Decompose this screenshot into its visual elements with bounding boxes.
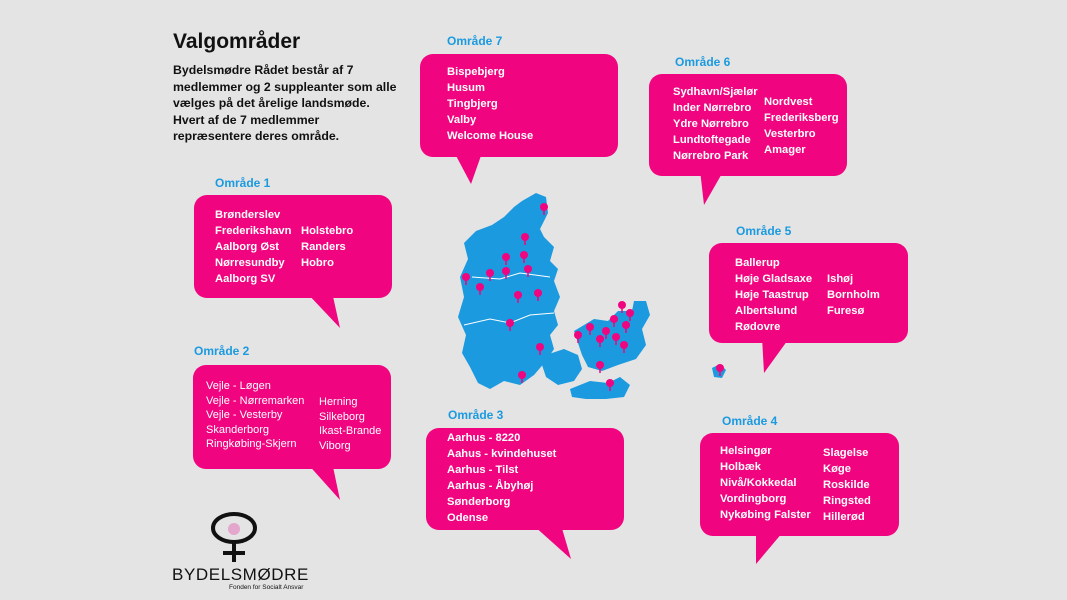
intro-line: Hvert af de 7 medlemmer: [173, 112, 320, 127]
area-4-list-1: [720, 443, 811, 523]
lolland-falster-shape: [570, 377, 630, 399]
logo-subtitle: Fonden for Socialt Ansvar: [229, 584, 304, 591]
area-6-bubble-tail: [692, 170, 732, 210]
place-name: Amager: [764, 144, 806, 156]
place-name: Ringsted: [823, 495, 871, 507]
area-4-list-2: [823, 445, 871, 525]
place-name: Nordvest: [764, 96, 813, 108]
place-name: Roskilde: [823, 479, 870, 491]
place-name: Vejle - Vesterby: [206, 409, 283, 421]
place-name: Hillerød: [823, 511, 865, 523]
area-2-bubble: [193, 365, 391, 469]
place-name: Nykøbing Falster: [720, 509, 811, 521]
place-name: Aarhus - Åbyhøj: [447, 480, 534, 492]
area-3-list: [447, 430, 556, 526]
area-2-label: Område 2: [194, 344, 250, 358]
place-name: Nørresundby: [215, 257, 285, 269]
map-pin-icon: [596, 361, 604, 373]
area-3-bubble: [426, 428, 624, 530]
place-name: Høje Gladsaxe: [735, 273, 813, 285]
place-name: Furesø: [827, 305, 865, 317]
place-name: Herning: [319, 396, 358, 408]
area-7-label: Område 7: [447, 34, 503, 48]
place-name: Ishøj: [827, 273, 854, 285]
area-1-list-1: [215, 207, 291, 287]
place-name: Helsingør: [720, 445, 772, 457]
place-name: Frederikshavn: [215, 225, 292, 237]
place-name: Ringkøbing-Skjern: [206, 438, 297, 450]
place-name: Skanderborg: [206, 423, 269, 436]
place-name: Sønderborg: [447, 496, 511, 508]
area-5-label: Område 5: [736, 224, 792, 238]
area-1-label: Område 1: [215, 176, 271, 190]
area-3-label: Område 3: [448, 408, 504, 422]
area-2-list-2: [319, 395, 381, 453]
area-5-list-2: [827, 271, 880, 319]
area-4-label: Område 4: [722, 414, 778, 428]
place-name: Brønderslev: [215, 209, 281, 221]
place-name: Nørrebro Park: [673, 150, 749, 162]
place-name: Vejle - Løgen: [206, 380, 271, 392]
area-1-bubble-tail: [300, 292, 345, 332]
funen-shape: [542, 349, 582, 385]
place-name: Ikast-Brande: [319, 425, 382, 437]
place-name: Inder Nørrebro: [673, 102, 752, 114]
area-6-list-1: [673, 84, 758, 164]
zealand-shape: [574, 301, 650, 371]
place-name: Aarhus - Tilst: [447, 464, 519, 476]
place-name: Lundtoftegade: [673, 134, 751, 146]
place-name: Høje Taastrup: [735, 289, 809, 301]
area-4-bubble: [700, 433, 899, 536]
place-name: Aalborg Øst: [215, 241, 280, 253]
place-name: Ballerup: [735, 257, 780, 269]
place-name: Vesterbro: [764, 128, 816, 140]
place-name: Køge: [823, 463, 851, 475]
place-name: Rødovre: [735, 321, 781, 333]
denmark-map: [450, 185, 690, 410]
place-name: Ydre Nørrebro: [673, 118, 749, 130]
intro-line: medlemmer og 2 suppleanter som alle: [173, 79, 397, 94]
place-name: Frederiksberg: [764, 112, 839, 124]
place-name: Albertslund: [735, 305, 798, 317]
area-7-bubble: [420, 54, 618, 157]
place-name: Aahus - kvindehuset: [447, 448, 557, 460]
place-name: Valby: [447, 114, 477, 126]
place-name: Husum: [447, 82, 485, 94]
logo-wordmark: BYDELSMØDRE: [172, 565, 309, 584]
intro-line: Bydelsmødre Rådet består af 7: [173, 63, 354, 77]
place-name: Holbæk: [720, 461, 762, 473]
area-5-bubble: [709, 243, 908, 343]
intro-line: vælges på det årelige landsmøde.: [173, 96, 370, 110]
place-name: Vejle - Nørremarken: [206, 394, 305, 407]
place-name: Bispebjerg: [447, 66, 505, 78]
area-3-bubble-tail: [525, 525, 575, 565]
place-name: Odense: [447, 512, 489, 524]
area-2-list-1: [206, 379, 304, 452]
place-name: Viborg: [319, 439, 351, 452]
area-7-list: [447, 64, 533, 144]
place-name: Aarhus - 8220: [447, 432, 521, 444]
place-name: Vordingborg: [720, 493, 787, 505]
bornholm-inset: [708, 360, 730, 382]
place-name: Slagelse: [823, 447, 869, 459]
place-name: Bornholm: [827, 289, 880, 301]
place-name: Aalborg SV: [215, 273, 276, 285]
area-1-bubble: [194, 195, 392, 298]
place-name: Sydhavn/Sjælør: [673, 86, 758, 98]
place-name: Holstebro: [301, 225, 354, 237]
place-name: Hobro: [301, 257, 334, 269]
page-title: Valgområder: [173, 30, 301, 53]
place-name: Randers: [301, 241, 346, 253]
place-name: Nivå/Kokkedal: [720, 477, 797, 489]
area-5-list-1: [735, 255, 812, 335]
place-name: Welcome House: [447, 130, 534, 142]
area-6-label: Område 6: [675, 55, 731, 69]
area-5-bubble-tail: [752, 337, 797, 377]
place-name: Silkeborg: [319, 410, 365, 423]
place-name: Tingbjerg: [447, 98, 498, 110]
area-6-list-2: [764, 94, 839, 158]
area-6-bubble: [649, 74, 847, 176]
intro-line: repræsentere deres område.: [173, 129, 340, 143]
area-1-list-2: [301, 223, 353, 271]
intro-text: [173, 62, 413, 145]
